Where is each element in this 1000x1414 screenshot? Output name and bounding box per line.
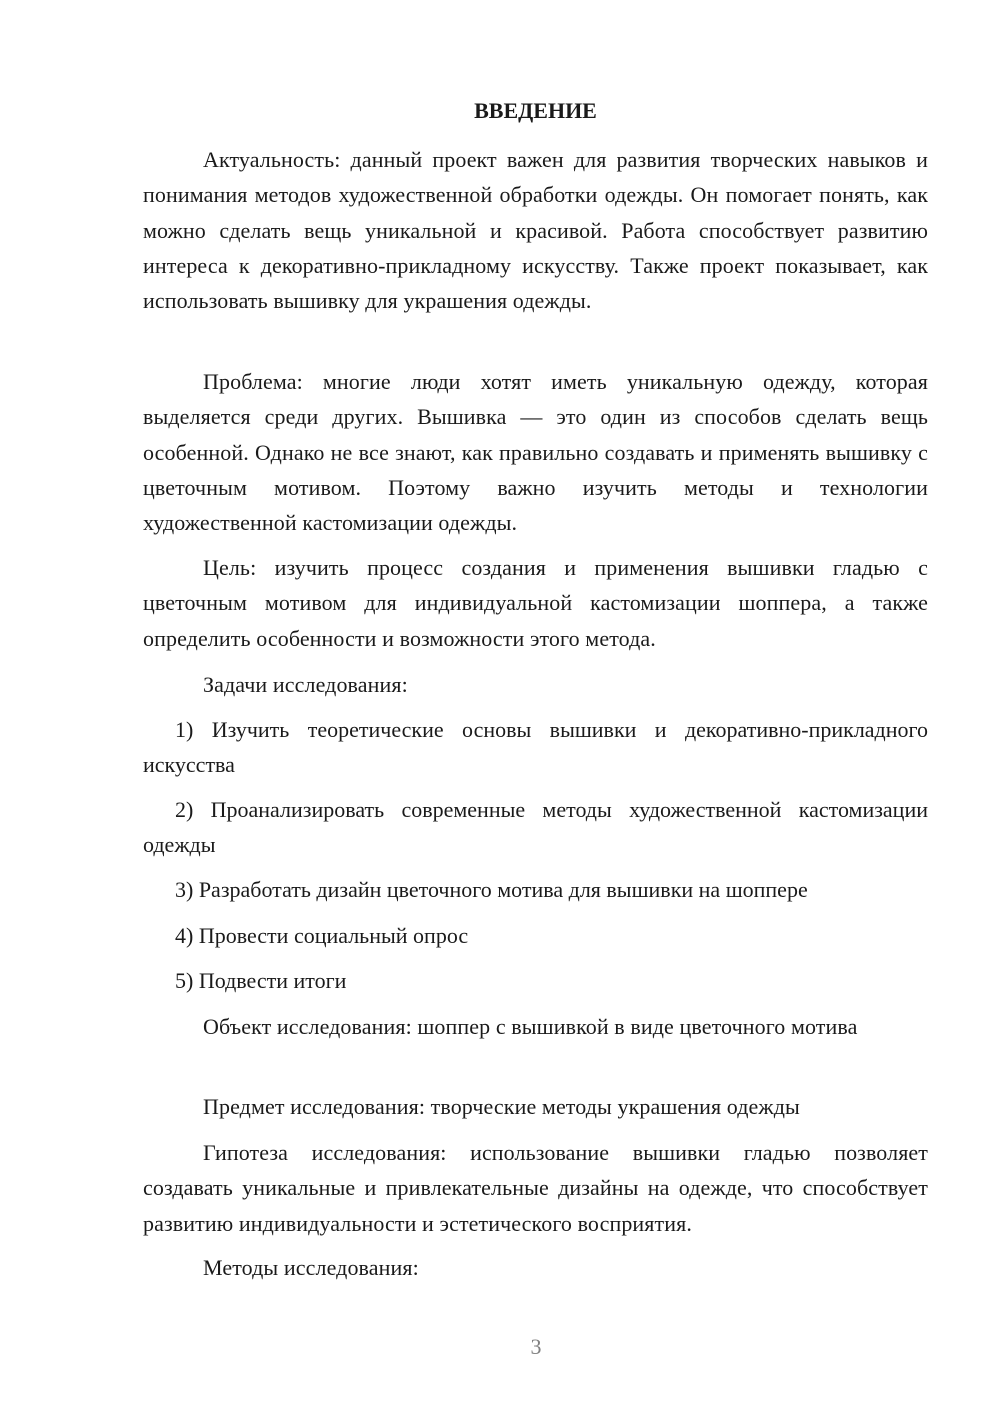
hypothesis-paragraph: Гипотеза исследования: использование вышивки гладью позволяет создавать уникальные и привлекательные дизайны на одежде, что способствует развитию индивидуальности и эстетического восприятия.	[143, 1140, 928, 1236]
list-item: 2) Проанализировать современные методы художественной кастомизации одежды	[143, 797, 928, 858]
tasks-heading: Задачи исследования:	[203, 672, 408, 697]
relevance-paragraph: Актуальность: данный проект важен для развития творческих навыков и понимания методов художественной обработки одежды. Он помогает понять, как можно сделать вещь уникальной и красивой. Работа способствует развитию интереса к декоративно-прикладному искусству. Также проект показывает, как использовать вышивку для украшения одежды.	[143, 147, 928, 314]
page-number: 3	[530, 1334, 542, 1359]
list-item: 3) Разработать дизайн цветочного мотива для вышивки на шоппере	[175, 877, 808, 902]
object-paragraph: Объект исследования: шоппер с вышивкой в виде цветочного мотива	[203, 1014, 858, 1039]
subject-paragraph: Предмет исследования: творческие методы украшения одежды	[203, 1094, 800, 1119]
goal-paragraph: Цель: изучить процесс создания и применения вышивки гладью с цветочным мотивом для индивидуальной кастомизации шоппера, а также определить особенности и возможности этого метода.	[143, 555, 928, 651]
methods-heading: Методы исследования:	[203, 1255, 419, 1280]
list-item: 1) Изучить теоретические основы вышивки и декоративно-прикладного искусства	[143, 717, 928, 778]
list-item: 5) Подвести итоги	[175, 968, 347, 993]
page-title: ВВЕДЕНИЕ	[474, 98, 597, 123]
problem-paragraph: Проблема: многие люди хотят иметь уникальную одежду, которая выделяется среди других. Вышивка — это один из способов сделать вещь особенной. Однако не все знают, как правильно создавать и применять вышивку с цветочным мотивом. Поэтому важно изучить методы и технологии художественной кастомизации одежды.	[143, 369, 928, 536]
list-item: 4) Провести социальный опрос	[175, 923, 469, 948]
